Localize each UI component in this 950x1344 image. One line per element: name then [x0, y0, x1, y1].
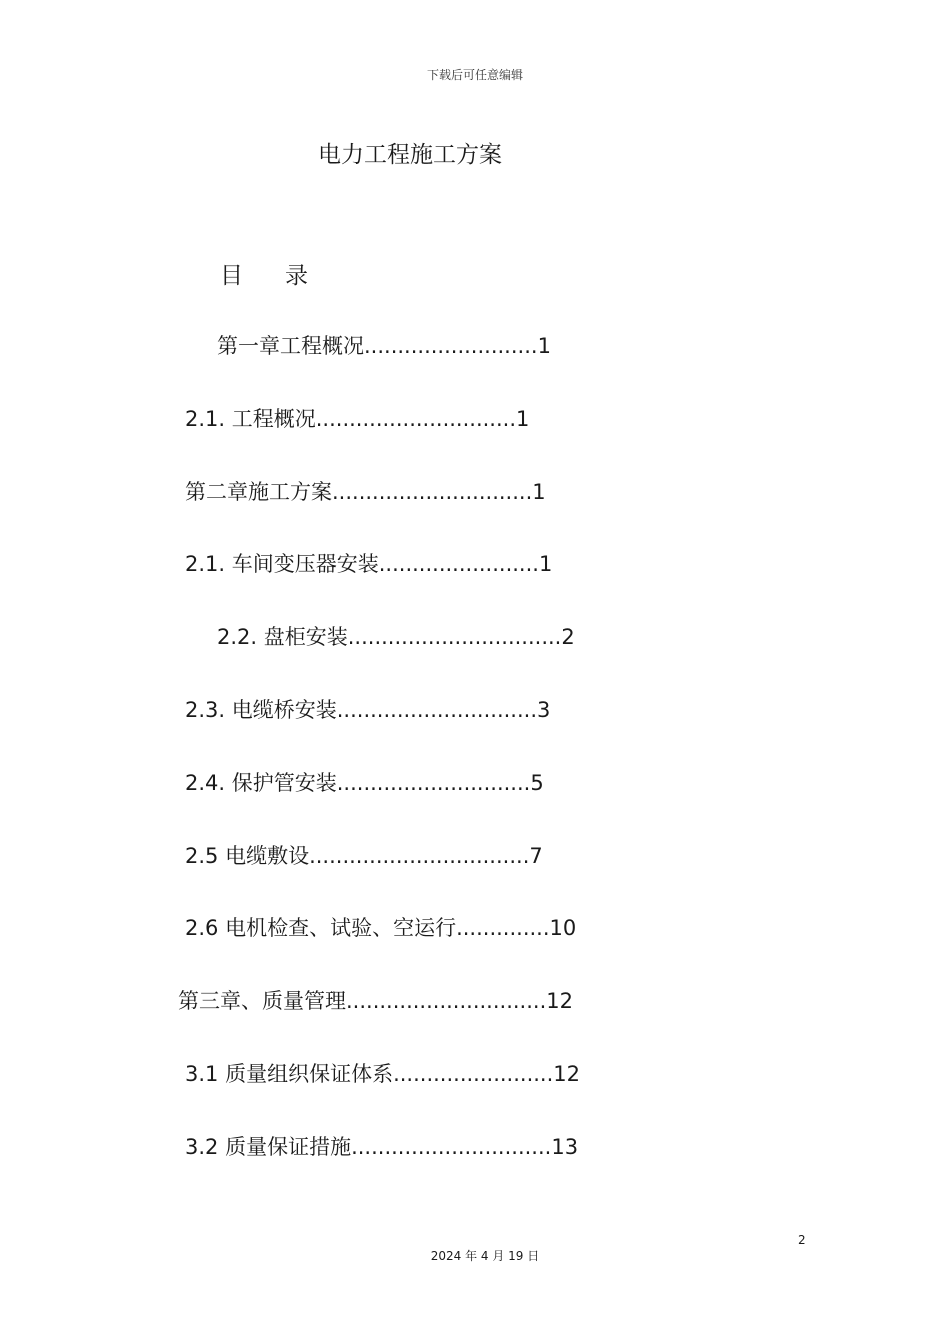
toc-leader: ........................ [393, 1062, 554, 1086]
document-title: 电力工程施工方案 [318, 142, 502, 168]
toc-leader: .............................. [351, 1135, 552, 1159]
toc-leader: .......................... [364, 334, 538, 358]
toc-page-number: 1 [516, 407, 530, 431]
toc-leader: .............................. [346, 989, 547, 1013]
toc-entry-text: 2.6 电机检查、试验、空运行 [185, 916, 457, 940]
toc-entry-3-1[interactable] [185, 1058, 580, 1088]
toc-leader: .............................. [315, 407, 517, 431]
toc-entry-3-2[interactable] [185, 1131, 578, 1161]
toc-entry-text: 2.3. 电缆桥安装 [185, 698, 337, 722]
toc-page-number: 12 [546, 989, 573, 1013]
toc-page-number: 1 [537, 334, 551, 358]
toc-entry-text: 2.1. 车间变压器安装 [185, 552, 379, 576]
toc-entry-text: 2.5 电缆敷设 [185, 844, 310, 868]
toc-page-number: 1 [532, 480, 546, 504]
toc-entry-text: 第二章施工方案 [185, 480, 332, 504]
toc-entry-2-3[interactable] [185, 694, 550, 724]
toc-entry-2-2[interactable] [217, 621, 575, 651]
toc-entry-text: 2.1. 工程概况 [185, 407, 316, 431]
toc-entry-text: 2.4. 保护管安装 [185, 771, 337, 795]
toc-leader: ................................. [309, 844, 530, 868]
toc-page-number: 2 [561, 625, 575, 649]
toc-entry-chapter-2[interactable] [185, 476, 546, 506]
toc-entry-text: 2.2. 盘柜安装 [217, 625, 348, 649]
toc-page-number: 1 [538, 552, 553, 576]
toc-entry-chapter-1[interactable] [217, 330, 551, 360]
toc-page-number: 12 [553, 1062, 581, 1086]
toc-entry-1-1[interactable] [185, 403, 529, 433]
toc-leader: .............. [456, 916, 550, 940]
header-note: 下载后可任意编辑 [426, 68, 523, 82]
toc-entry-text: 3.2 质量保证措施 [185, 1135, 352, 1159]
toc-page-number: 13 [551, 1135, 579, 1159]
toc-entry-text: 第三章、质量管理 [178, 989, 346, 1013]
toc-page-number: 10 [549, 916, 577, 940]
toc-page-number: 7 [529, 844, 543, 868]
toc-entry-2-6[interactable] [185, 912, 576, 942]
toc-page-number: 3 [537, 698, 551, 722]
toc-entry-2-5[interactable] [185, 840, 543, 870]
footer-date: 2024 年 4 月 19 日 [430, 1249, 540, 1263]
toc-entry-chapter-3[interactable] [178, 985, 573, 1015]
toc-heading: 目录 [220, 263, 350, 289]
toc-leader: ................................ [347, 625, 562, 649]
toc-leader: .............................. [336, 698, 538, 722]
toc-page-number: 5 [530, 771, 544, 795]
toc-entry-2-1[interactable] [185, 548, 552, 578]
toc-leader: .............................. [332, 480, 533, 504]
page-number: 2 [798, 1233, 806, 1247]
toc-entry-text: 第一章工程概况 [217, 334, 364, 358]
toc-entry-2-4[interactable] [185, 767, 544, 797]
toc-leader: ............................. [336, 771, 531, 795]
toc-leader: ........................ [378, 552, 539, 576]
toc-entry-text: 3.1 质量组织保证体系 [185, 1062, 394, 1086]
